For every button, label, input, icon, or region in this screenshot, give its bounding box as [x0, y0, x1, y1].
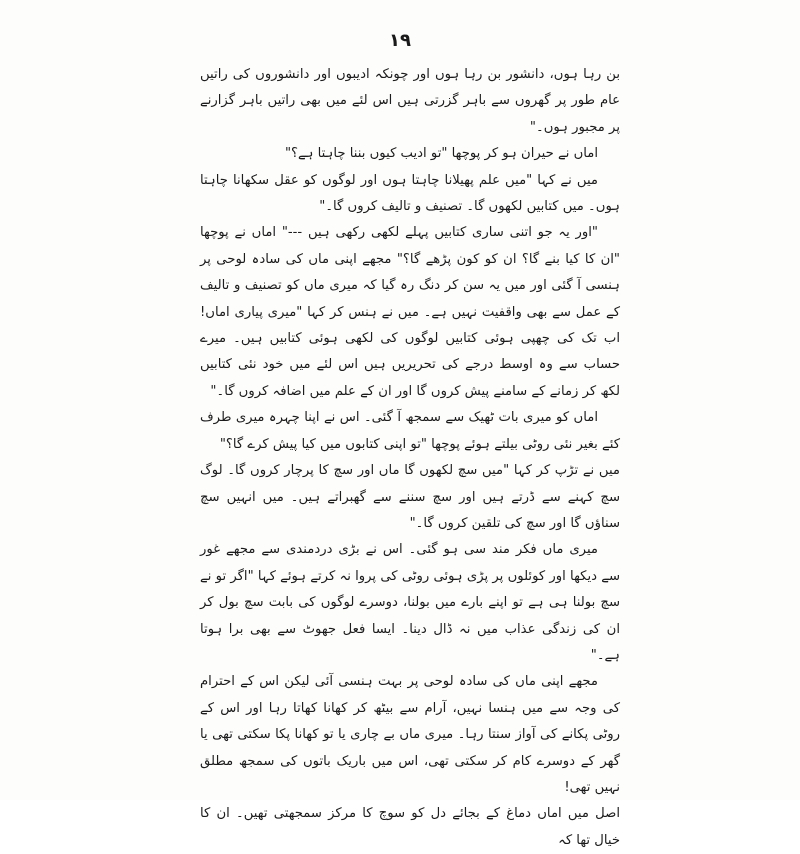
paragraph: میں نے کہا "میں علم پھیلانا چاہتا ہوں اور لوگوں کو عقل سکھانا چاہتا ہوں۔ میں کتابیں لکھوں گا۔ تصنیف و تالیف کروں گا۔"	[200, 172, 620, 215]
body-text	[200, 62, 620, 854]
page-number: ۱۹	[389, 30, 411, 51]
paragraph: میری ماں فکر مند سی ہو گئی۔ اس نے بڑی دردمندی سے مجھے غور سے دیکھا اور کوئلوں پر پڑی ہوئی روٹی کی پروا نہ کرتے ہوئے کہا "اگر تو نے سچ بولنا ہی ہے تو اپنے بارے میں بولنا، دوسرے لوگوں کی بابت سچ بول کر ان کی زندگی عذاب میں نہ ڈال دینا۔ ایسا فعل جھوٹ سے بھی برا ہوتا ہے۔"	[200, 542, 620, 663]
paragraph: اماں کو میری بات ٹھیک سے سمجھ آ گئی۔ اس نے اپنا چہرہ میری طرف کئے بغیر نئی روٹی بیلتے ہوئے پوچھا "تو اپنی کتابوں میں کیا پیش کرے گا؟"	[200, 410, 620, 452]
paragraph: میں نے تڑپ کر کہا "میں سچ لکھوں گا ماں اور سچ کا پرچار کروں گا۔ لوگ سچ کہنے سے ڈرتے ہیں اور سچ سننے سے گھبراتے ہیں۔ میں انہیں سچ سناؤں گا اور سچ کی تلقین کروں گا۔"	[200, 463, 620, 531]
paragraph: "اور یہ جو اتنی ساری کتابیں پہلے لکھی رکھی ہیں ---" اماں نے پوچھا "ان کا کیا بنے گا؟ ان کو کون پڑھے گا؟" مجھے اپنی ماں کی سادہ لوحی پر ہنسی آ گئی اور میں یہ سن کر دنگ رہ گیا کہ میری ماں کو تصنیف و تالیف کے عمل سے بھی واقفیت نہیں ہے۔ میں نے ہنس کر کہا "میری پیاری اماں! اب تک کی چھپی ہوئی کتابیں لوگوں کی لکھی ہوئی کتابیں ہیں۔ میرے حساب سے وہ اوسط درجے کی تحریریں ہیں اس لئے میں خود نئی کتابیں لکھ کر زمانے کے سامنے پیش کروں گا اور ان کے علم میں اضافہ کروں گا۔"	[200, 225, 620, 399]
paragraph: اماں نے حیران ہو کر پوچھا "تو ادیب کیوں بننا چاہتا ہے؟"	[284, 146, 598, 162]
paragraph: اصل میں اماں دماغ کے بجائے دل کو سوچ کا مرکز سمجھتی تھیں۔ ان کا خیال تھا کہ	[200, 806, 620, 848]
paragraph: بن رہا ہوں، دانشور بن رہا ہوں اور چونکہ ادیبوں اور دانشوروں کی راتیں عام طور پر گھروں سے باہر گزرتی ہیں اس لئے میں بھی راتیں باہر گزارنے پر مجبور ہوں۔"	[200, 67, 620, 135]
paragraph: مجھے اپنی ماں کی سادہ لوحی پر بہت ہنسی آئی لیکن اس کے احترام کی وجہ سے میں ہنسا نہیں، آرام سے بیٹھ کر کھانا کھاتا رہا اور اس کے روٹی پکانے کی آواز سنتا رہا۔ میری ماں بے چاری یا تو کھانا پکا سکتی تھی یا گھر کے دوسرے کام کر سکتی تھی، اس میں باریک باتوں کی سمجھ مطلق نہیں تھی!	[200, 674, 620, 795]
